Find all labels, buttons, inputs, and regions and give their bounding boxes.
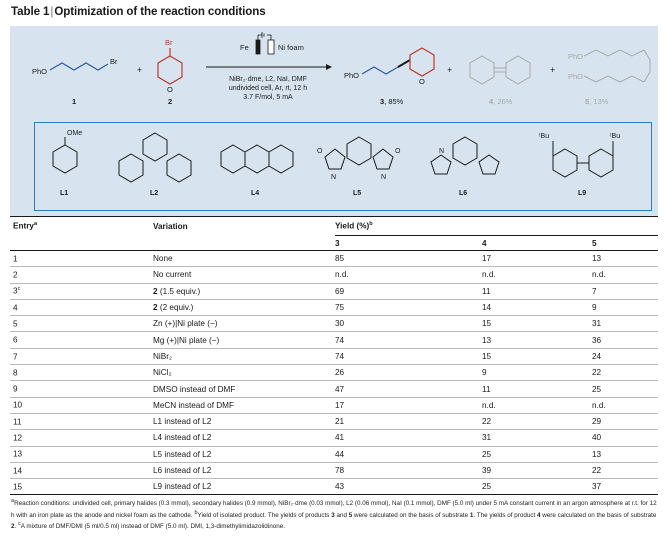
results-table: [10, 216, 658, 495]
yield-4-cell: 17: [482, 251, 592, 267]
yield-5-cell: 25: [592, 384, 602, 394]
table-row: [10, 251, 658, 267]
yield-4-cell: 25: [482, 482, 492, 492]
yield-3-cell: 85: [335, 251, 482, 267]
table-caption: Optimization of the reaction conditions: [54, 5, 266, 18]
entry-cell: 9: [13, 384, 18, 394]
yield-5-cell: 22: [592, 466, 602, 475]
product-4-caption: 4, 26%: [489, 97, 513, 106]
header-variation: Variation: [153, 221, 188, 231]
table-row: [10, 413, 658, 429]
entry-cell: 14: [13, 466, 23, 476]
substrate-1-structure: [50, 63, 108, 70]
table-row: [10, 348, 658, 364]
table-row: [10, 462, 658, 478]
table-body: [10, 251, 658, 495]
plus-sign-3: +: [550, 65, 556, 75]
ligand-L1-label: L1: [60, 190, 69, 197]
entry-cell: 10: [13, 401, 23, 411]
ligand-L1-substituent: OMe: [67, 130, 83, 137]
yield-4-cell: 39: [482, 466, 492, 475]
ligand-L9-structure: [553, 141, 613, 177]
yield-4-cell: 9: [482, 368, 487, 378]
ligand-L9-substituent-left: ᵗBu: [539, 133, 550, 140]
yield-4-cell: 15: [482, 319, 492, 329]
yield-5-cell: 13: [592, 251, 658, 267]
header-entry: Entry$^a$: [13, 221, 37, 232]
product-5-caption: 5, 13%: [585, 97, 609, 106]
yield-3-cell: 78: [335, 466, 345, 475]
product-3-heteroatom: O: [419, 77, 425, 86]
yield-3-cell: 17: [335, 400, 345, 410]
electrode-cell-icon: [256, 32, 274, 54]
yield-3-cell: 26: [335, 368, 345, 378]
product-5-group-top: PhO: [568, 52, 584, 61]
ligand-structures: [35, 123, 651, 210]
yield-4-cell: n.d.: [482, 270, 496, 280]
variation-cell: Mg (+)|Ni plate (−): [153, 335, 220, 345]
yield-3-cell: 30: [335, 319, 345, 329]
table-header-row: [10, 217, 658, 236]
yield-5-cell: 22: [592, 368, 602, 378]
table-label: Table 1: [11, 5, 50, 18]
reaction-arrow: [206, 64, 332, 70]
yield-4-cell: 25: [482, 449, 492, 459]
product-4-structure: [470, 56, 530, 84]
entry-cell: 5: [13, 319, 18, 329]
ligand-L5-atom-a: O: [317, 148, 323, 155]
yield-5-cell: 7: [592, 286, 597, 296]
ligand-L6-label: L6: [459, 190, 468, 197]
variation-cell: DMSO instead of DMF: [153, 384, 236, 394]
yield-3-cell: 75: [335, 303, 345, 313]
yield-4-cell: n.d.: [482, 400, 496, 410]
entry-cell: 7: [13, 352, 18, 362]
ligand-L1-structure: [53, 137, 77, 173]
yield-3-cell: 74: [335, 335, 345, 345]
ligand-L2-structure: [119, 133, 191, 182]
ligand-L9-substituent-right: ᵗBu: [610, 133, 621, 140]
yield-4-cell: 31: [482, 433, 492, 443]
yield-5-cell: n.d.: [592, 270, 606, 280]
substrate-2-halide: Br: [165, 38, 173, 47]
product-5-structure: [584, 50, 650, 82]
table-row: [10, 283, 658, 299]
header-product-5: 5: [592, 238, 597, 248]
variation-cell: L9 instead of L2: [153, 482, 212, 492]
ligand-L4-structure: [221, 145, 293, 173]
variation-cell: 2 (1.5 equiv.): [153, 286, 201, 296]
yield-3-cell: n.d.: [335, 270, 349, 280]
ligand-L9-label: L9: [578, 190, 587, 197]
yield-5-cell: 29: [592, 417, 602, 427]
table-footnotes: $^a$Reaction conditions: undivided cell, primary halides (0.3 mmol), secondary halides (0.9 mmol), NiBr₂·dme (0.03 mmol), L2 (0.06 mmol), NaI (0.1 mmol), DMF (5.0 ml) under 5 mA constant current in an argon atmosphere at r.t. for 12 h with an iron plate as the anode and nickel foam as the cathode. $^b$Yield of isolated product. The yields of products 3 and 5 were calculated on the basis of substrate 1. The yields of product 4 were calculated on the basis of substrate 2. $^c$A mixture of DMF/DMI (5 ml/0.5 ml) instead of DMF (5.0 ml). DMI, 1,3-dimethylimidazolidinone.: [11, 498, 657, 531]
entry-cell: 13: [13, 450, 23, 460]
variation-cell: MeCN instead of DMF: [153, 400, 234, 410]
ligand-L6-atom: N: [439, 148, 445, 155]
table-row: [10, 365, 658, 381]
table-title: [11, 5, 266, 18]
variation-cell: 2 (2 equiv.): [153, 303, 194, 313]
table-row: [10, 299, 658, 315]
variation-cell: NiBr₂: [153, 351, 173, 361]
yield-5-cell: 9: [592, 303, 597, 313]
entry-cell: 4: [13, 303, 18, 313]
ligand-L6-structure: [431, 137, 499, 174]
header-product-3: 3: [335, 238, 340, 248]
entry-cell: 8: [13, 368, 18, 378]
entry-cell: 2: [13, 270, 18, 280]
yield-4-cell: 11: [482, 384, 491, 394]
title-separator: |: [50, 5, 54, 18]
product-3-group: PhO: [344, 71, 360, 80]
entry-cell: 11: [13, 417, 22, 427]
variation-cell: No current: [153, 270, 192, 280]
header-product-4: 4: [482, 238, 487, 248]
variation-cell: None: [153, 251, 335, 267]
yield-3-cell: 44: [335, 449, 345, 459]
table-row: [10, 332, 658, 348]
table-row: [10, 381, 658, 397]
yield-5-cell: 37: [592, 482, 602, 492]
conditions-line-3: 3.7 F/mol, 5 mA: [243, 94, 293, 101]
anode-label: Fe: [240, 43, 249, 52]
variation-cell: L1 instead of L2: [153, 417, 212, 427]
substrate-2-structure: [158, 48, 182, 84]
conditions-line-2: undivided cell, Ar, rt, 12 h: [228, 85, 308, 92]
yield-3-cell: 47: [335, 384, 345, 394]
plus-sign-2: +: [447, 65, 453, 75]
conditions-line-1: NiBr₂·dme, L2, NaI, DMF: [229, 76, 307, 83]
ligand-L5-atom-d: O: [395, 148, 401, 155]
yield-3-cell: 69: [335, 286, 345, 296]
yield-4-cell: 11: [482, 286, 491, 296]
entry-cell: 15: [13, 482, 23, 492]
entry-cell: 6: [13, 336, 18, 345]
substrate-2-heteroatom: O: [167, 85, 173, 94]
yield-5-cell: 24: [592, 351, 602, 361]
substrate-2-number: 2: [168, 97, 173, 106]
table-subheader-row: [10, 236, 658, 251]
table-row: [10, 397, 658, 413]
substrate-1-halide: Br: [110, 57, 118, 66]
plus-sign-1: +: [137, 65, 143, 75]
product-3-caption: 3, 85%: [380, 97, 404, 106]
yield-5-cell: 40: [592, 433, 602, 443]
entry-cell: 3$^c$: [13, 286, 21, 297]
ligand-L5-label: L5: [353, 190, 362, 197]
ligand-L2-label: L2: [150, 190, 159, 197]
table-row: [10, 479, 658, 495]
table-row: [10, 267, 658, 283]
cathode-label: Ni foam: [278, 43, 304, 52]
ligand-L5-atom-c: N: [381, 174, 387, 181]
yield-4-cell: 14: [482, 303, 492, 313]
ligand-L5-structure: [325, 137, 393, 169]
variation-cell: L6 instead of L2: [153, 466, 212, 475]
ligand-L4-label: L4: [251, 190, 260, 197]
yield-5-cell: n.d.: [592, 400, 606, 410]
ligand-L5-atom-b: N: [331, 174, 337, 181]
variation-cell: Zn (+)|Ni plate (−): [153, 319, 218, 329]
yield-4-cell: 15: [482, 351, 492, 361]
yield-5-cell: 13: [592, 449, 602, 459]
yield-4-cell: 13: [482, 335, 492, 345]
yield-5-cell: 36: [592, 335, 602, 345]
table-row: [10, 446, 658, 462]
yield-3-cell: 41: [335, 433, 345, 443]
product-5-group-bottom: PhO: [568, 72, 584, 81]
yield-3-cell: 21: [335, 417, 345, 427]
entry-cell: 1: [10, 251, 153, 267]
yield-3-cell: 43: [335, 482, 345, 492]
table-row: [10, 430, 658, 446]
substrate-1-number: 1: [72, 97, 77, 106]
entry-cell: 12: [13, 433, 23, 443]
yield-3-cell: 74: [335, 351, 345, 361]
variation-cell: L5 instead of L2: [153, 449, 212, 459]
variation-cell: NiCl₂: [153, 368, 172, 378]
table-row: [10, 316, 658, 332]
variation-cell: L4 instead of L2: [153, 433, 212, 443]
product-3-structure: [362, 48, 434, 76]
substrate-1-group: PhO: [32, 67, 48, 76]
ligand-panel: [34, 122, 652, 211]
reaction-scheme: [10, 26, 658, 216]
yield-5-cell: 31: [592, 319, 602, 329]
yield-4-cell: 22: [482, 417, 492, 427]
header-yield: Yield (%)$^b$: [335, 217, 658, 236]
